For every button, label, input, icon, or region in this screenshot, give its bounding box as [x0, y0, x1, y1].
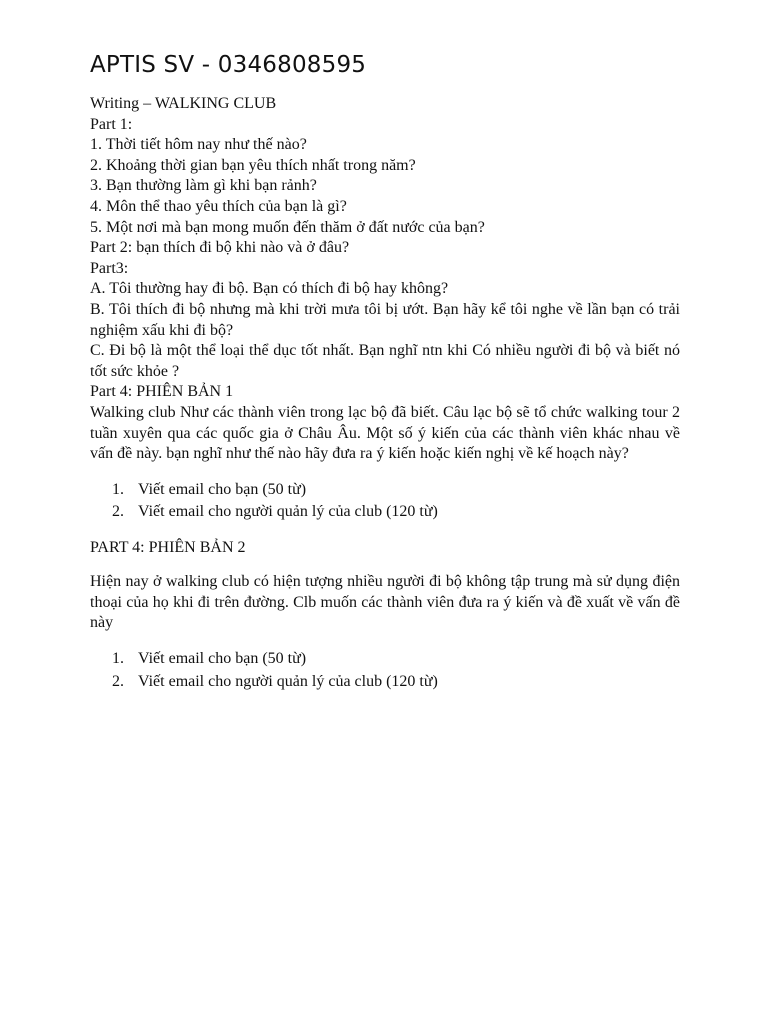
part1-question-3: 3. Bạn thường làm gì khi bạn rảnh? [90, 177, 317, 195]
list-item-text: Viết email cho bạn (50 từ) [138, 480, 307, 498]
part3-label: Part3: [90, 259, 129, 277]
list-item [90, 501, 680, 524]
part2-question: Part 2: bạn thích đi bộ khi nào và ở đâu? [90, 239, 350, 257]
list-item-number: 1. [112, 480, 124, 498]
list-item [90, 479, 680, 502]
list-item-text: Viết email cho người quản lý của club (120 từ) [138, 672, 438, 690]
part3-question-a: A. Tôi thường hay đi bộ. Bạn có thích đi bộ hay không? [90, 280, 449, 298]
document-page [90, 48, 680, 693]
list-item-text: Viết email cho người quản lý của club (120 từ) [138, 503, 438, 521]
list-item-number: 1. [112, 650, 124, 668]
part1-question-4: 4. Môn thể thao yêu thích của bạn là gì? [90, 197, 347, 215]
part4-v2-body: Hiện nay ở walking club có hiện tượng nhiều người đi bộ không tập trung mà sử dụng điện thoại của họ khi đi trên đường. Clb muốn các thành viên đưa ra ý kiến và đề xuất về vấn đề này [90, 573, 680, 632]
part4-v1-body: Walking club Như các thành viên trong lạc bộ đã biết. Câu lạc bộ sẽ tổ chức walking tour 2 tuần xuyên qua các quốc gia ở Châu Âu. Một số ý kiến của các thành viên khác nhau về vấn đề này. bạn nghĩ như thế nào hãy đưa ra ý kiến hoặc kiến nghị về kế hoạch này? [90, 403, 680, 463]
part4-v2-task-list [90, 648, 680, 693]
part4-v1-heading: Part 4: PHIÊN BẢN 1 [90, 383, 234, 401]
list-item-number: 2. [112, 503, 124, 521]
part1-question-2: 2. Khoảng thời gian bạn yêu thích nhất trong năm? [90, 156, 416, 174]
part4-v1-task-list [90, 479, 680, 524]
list-item-number: 2. [112, 672, 124, 690]
list-item [90, 648, 680, 671]
part1-label: Part 1: [90, 115, 133, 133]
document-title: APTIS SV - 0346808595 [90, 52, 367, 78]
writing-topic: Writing – WALKING CLUB [90, 95, 277, 112]
list-item-text: Viết email cho bạn (50 từ) [138, 650, 307, 668]
list-item [90, 671, 680, 694]
part1-question-5: 5. Một nơi mà bạn mong muốn đến thăm ở đất nước của bạn? [90, 218, 485, 236]
part4-v2-heading: PART 4: PHIÊN BẢN 2 [90, 538, 246, 556]
part3-question-b: B. Tôi thích đi bộ nhưng mà khi trời mưa tôi bị ướt. Bạn hãy kể tôi nghe về lần bạn có trải nghiệm xấu khi đi bộ? [90, 300, 680, 339]
part3-question-c: C. Đi bộ là một thể loại thể dục tốt nhất. Bạn nghĩ ntn khi Có nhiều người đi bộ và biết nó tốt sức khỏe ? [90, 342, 680, 380]
part1-question-1: 1. Thời tiết hôm nay như thế nào? [90, 136, 307, 154]
